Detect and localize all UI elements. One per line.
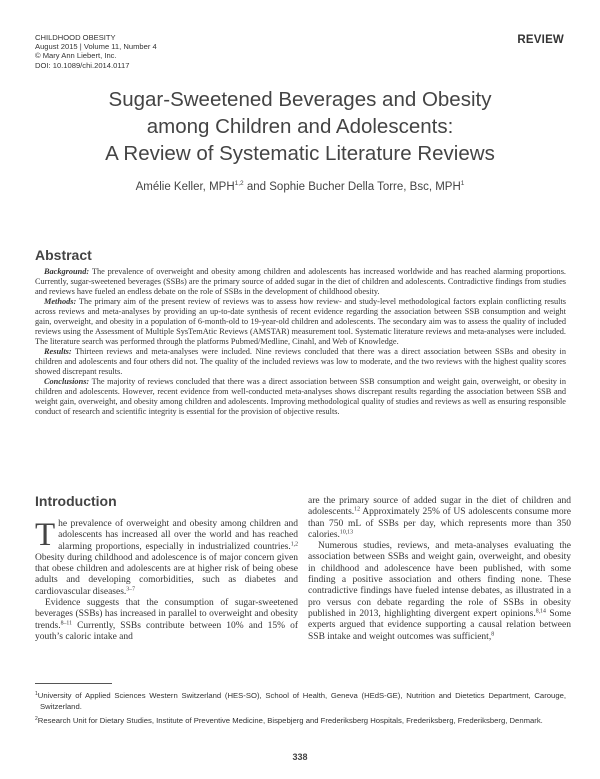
article-title [0, 86, 600, 167]
author-connector: and [243, 181, 270, 193]
drop-cap: T [35, 517, 56, 553]
page-number: 338 [292, 752, 308, 762]
title-line-3: A Review of Systematic Literature Reviews [105, 142, 495, 165]
author-2-affiliation: 1 [460, 180, 465, 187]
body-column-left [35, 519, 298, 643]
journal-meta [35, 33, 157, 70]
abstract-body [35, 267, 566, 417]
journal-copyright: © Mary Ann Liebert, Inc. [35, 51, 117, 61]
background-label: Background: [44, 267, 90, 276]
journal-doi: DOI: 10.1089/chi.2014.0117 [35, 60, 130, 70]
journal-name: CHILDHOOD OBESITY [35, 33, 116, 42]
abstract-heading: Abstract [35, 247, 92, 263]
conclusions-label: Conclusions: [44, 377, 90, 386]
journal-issue: August 2015 | Volume 11, Number 4 [35, 42, 157, 52]
methods-label: Methods: [44, 297, 77, 306]
title-line-2: among Children and Adolescents: [146, 115, 454, 138]
introduction-heading: Introduction [35, 493, 117, 509]
citation: 3–7 [126, 586, 135, 593]
footnote-divider [35, 683, 112, 684]
citation: 8–11 [60, 620, 72, 627]
citation: 8 [491, 630, 495, 637]
footnotes [35, 689, 566, 727]
intro-paragraph-2: Evidence suggests that the consumption of sugar-sweetened beverages (SSBs) has increased in parallel to overweight and obesity trends.$^{8-11}$ Currently, SSBs contribute between 10% and 15% of youth’s caloric intake and [35, 598, 298, 642]
footnote-2: $^2$Research Unit for Dietary Studies, Institute of Preventive Medicine, Bispebjerg and Frederiksberg Hospitals, Frederiksberg, Frederiksberg, Denmark. [35, 715, 543, 725]
intro-paragraph-1: The prevalence of overweight and obesity among children and adolescents has increased all over the world and has reached alarming proportions, especially in industrialized countries.$^{1,2}$ Obesity during childhood and adolescence is of major concern given that obese children and adolescents are at higher risk of being obese adults and developing comorbidities, such as diabetes and cardiovascular diseases.$^{3-7}$ [35, 517, 298, 597]
author-1-affiliation: 1,2 [234, 180, 244, 187]
results-label: Results: [44, 347, 72, 356]
abstract-background: Background: The prevalence of overweight and obesity among children and adolescents has increased worldwide and has reached alarming proportions. Currently, sugar-sweetened beverages (SSBs) are the primary source of added sugar in the diet of children and adolescents. Contradictive findings from studies and reviews have fueled an endless debate on the role of SSBs in the development of childhood obesity. [35, 267, 566, 296]
intro-paragraph-3: are the primary source of added sugar in the diet of children and adolescents.$^{12}$ Approximately 25% of US adolescents consume more than 750 mL of SSBs per day, which represents more than 350 calories.$^{10,13}$ [308, 496, 571, 540]
footnote-1: $^1$University of Applied Sciences Western Switzerland (HES-SO), School of Health, Geneva (HEdS-GE), Nutrition and Dietetics Department, Carouge, Switzerland. [35, 691, 566, 711]
citation: 12 [354, 506, 360, 513]
author-1: Amélie Keller, MPH [135, 181, 235, 193]
section-label: REVIEW [517, 34, 564, 46]
abstract-methods: Methods: The primary aim of the present review of reviews was to assess how review- and study-level methodological factors explain conflicting results across reviews and meta-analyses by providing an up-to-date synthesis of recent evidence regarding the association between SSB consumption and weight gain, overweight, and obesity in a population of 6-month-old to 19-year-old children and adolescents. The secondary aim was to assess the quality of included reviews using the Assessment of Multiple SysTemAtic Reviews (AMSTAR) measurement tool. Systematic literature reviews and meta-analyses were included. The literature search was performed through the platforms Pubmed/Medline, Cinahl, and Web of Knowledge. [35, 297, 566, 346]
citation: 8,14 [535, 608, 546, 615]
author-2: Sophie Bucher Della Torre, Bsc, MPH [269, 181, 461, 193]
abstract-results: Results: Thirteen reviews and meta-analyses were included. Nine reviews concluded that there was a direct association between SSBs and obesity in children and adolescents and four others did not. The quality of the included reviews was low to moderate, and the two reviews with the highest quality scores showed discrepant results. [35, 347, 566, 376]
authors [0, 180, 600, 193]
citation: 10,13 [339, 529, 353, 536]
title-line-1: Sugar-Sweetened Beverages and Obesity [108, 88, 492, 111]
citation: 1,2 [290, 541, 298, 547]
intro-paragraph-4: Numerous studies, reviews, and meta-analyses evaluating the association between SSBs and weight gain, overweight, and obesity in childhood and adolescence have been published, with some finding a positive association and others finding none. These contradictive findings have fueled intense debates, as illustrated in a pro versus con debate regarding the role of SSBs in obesity published in 2013, highlighting divergent expert opinions.$^{8,14}$ Some experts argued that evidence supporting a causal relation between SSB intake and weight outcomes was sufficient,$^8$ [308, 541, 571, 642]
abstract-conclusions: Conclusions: The majority of reviews concluded that there was a direct association between SSB consumption and weight gain, overweight, or obesity in children and adolescents. However, recent evidence from well-conducted meta-analyses shows discrepant results regarding the association between SSB and weight gain, overweight, and obesity among children and adolescents. Improving methodological quality of studies and reviews as well as ensuring responsible conduct of research and scientific integrity is essential for the provision of objective results. [35, 377, 566, 416]
body-column-right [308, 496, 571, 643]
